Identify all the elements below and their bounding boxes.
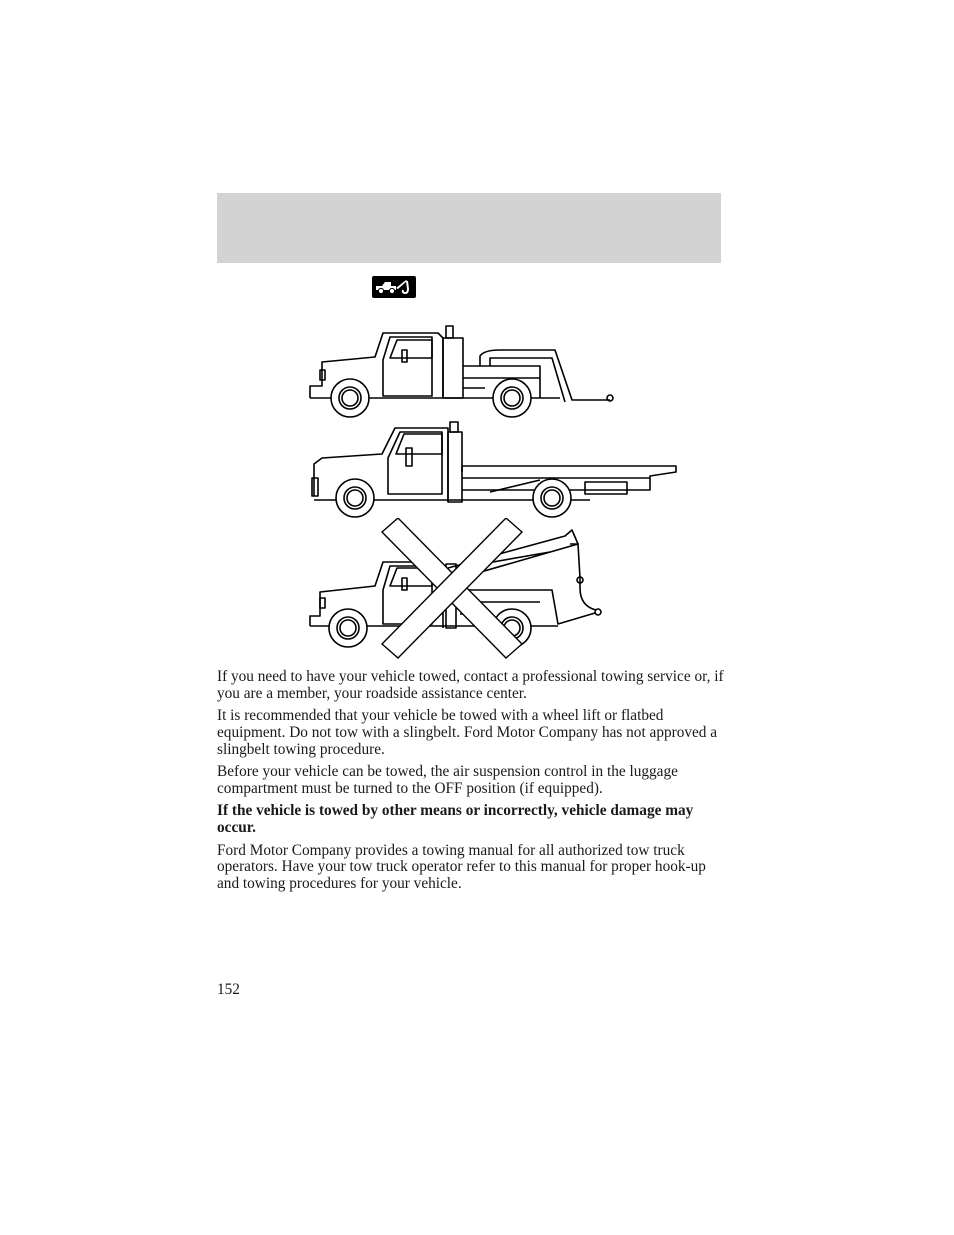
tow-truck-icon bbox=[372, 276, 416, 298]
towing-warning: If the vehicle is towed by other means or incorrectly, vehicle damage may occur. bbox=[217, 802, 694, 837]
towing-instructions bbox=[217, 669, 727, 899]
towing-paragraph-5: Ford Motor Company provides a towing manual for all authorized tow truck operators. Have your tow truck operator refer to this manual for proper hook-up and towing procedures for your vehicle. bbox=[217, 841, 706, 893]
towing-paragraph-2: It is recommended that your vehicle be towed with a wheel lift or flatbed equipment. Do not tow with a slingbelt. Ford Motor Company has not approved a slingbelt towing procedure. bbox=[217, 707, 718, 758]
flatbed-tow-truck-illustration bbox=[300, 420, 680, 520]
towing-paragraph-1: If you need to have your vehicle towed, contact a professional towing service or, if you are a member, your roadside assistance center. bbox=[217, 668, 724, 702]
wheel-lift-tow-truck-illustration bbox=[300, 320, 620, 420]
slingbelt-tow-truck-illustration bbox=[300, 518, 620, 660]
page-number: 152 bbox=[217, 981, 240, 998]
section-header-band bbox=[217, 193, 721, 263]
prohibited-x-mark bbox=[382, 518, 522, 658]
towing-paragraph-3: Before your vehicle can be towed, the air suspension control in the luggage compartment must be turned to the OFF position (if equipped). bbox=[217, 763, 678, 797]
